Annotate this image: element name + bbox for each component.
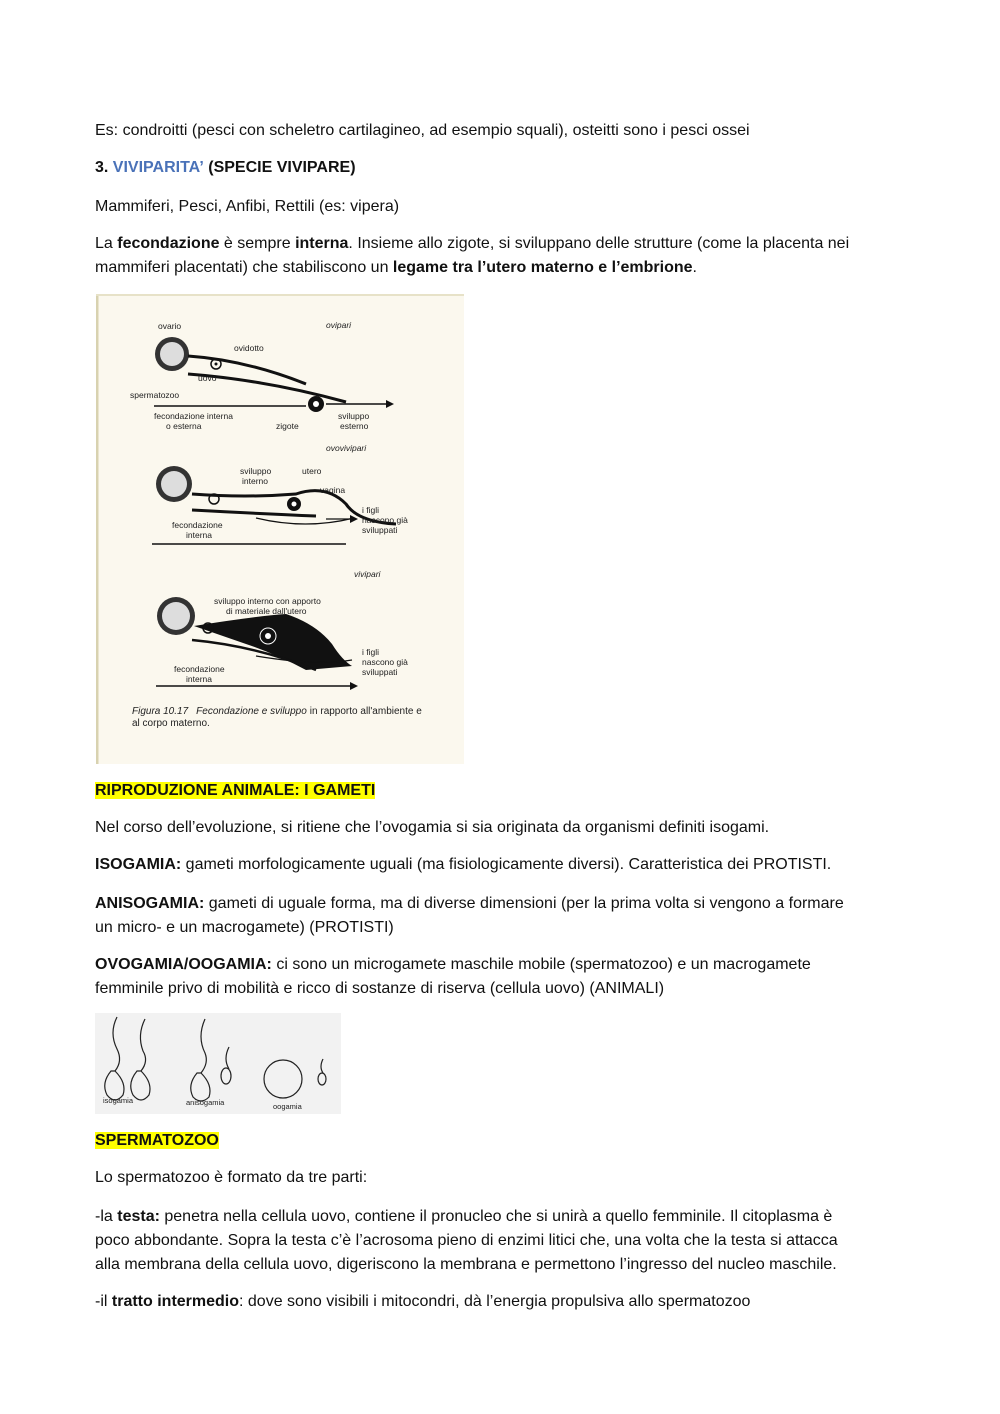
svg-text:fecondazione: fecondazione (174, 664, 225, 674)
svg-text:sviluppo: sviluppo (240, 466, 272, 476)
paragraph-mammiferi: Mammiferi, Pesci, Anfibi, Rettili (es: vipera) (95, 198, 400, 215)
svg-text:nascono già: nascono già (362, 657, 408, 667)
heading-number: 3. (95, 159, 109, 176)
paragraph-condroitti: Es: condroitti (pesci con scheletro cartilagineo, ad esempio squali), osteitti sono i pesci ossei (95, 122, 750, 139)
svg-text:interna: interna (186, 530, 212, 540)
paragraph-tre-parti: Lo spermatozoo è formato da tre parti: (95, 1169, 368, 1186)
heading-spermatozoo: SPERMATOZOO (95, 1132, 219, 1149)
svg-text:i figli: i figli (362, 647, 380, 657)
heading-gameti: RIPRODUZIONE ANIMALE: I GAMETI (95, 782, 376, 799)
svg-text:anisogamia: anisogamia (186, 1098, 225, 1107)
svg-text:nascono già: nascono già (362, 515, 408, 525)
svg-text:ovovivipari: ovovivipari (326, 443, 367, 453)
paragraph-anisogamia-line1: ANISOGAMIA: gameti di uguale forma, ma di diverse dimensioni (per la prima volta si vengono a formare (95, 895, 844, 912)
paragraph-fecondazione-line1: La fecondazione è sempre interna. Insieme allo zigote, si sviluppano delle strutture (come la placenta nei (95, 235, 850, 252)
svg-text:fecondazione: fecondazione (172, 520, 223, 530)
figure-gameti-tipi (95, 1013, 341, 1114)
heading-viviparita (95, 156, 356, 180)
svg-text:oogamia: oogamia (273, 1102, 302, 1111)
svg-text:sviluppo: sviluppo (338, 411, 370, 421)
svg-text:o esterna: o esterna (166, 421, 202, 431)
svg-text:isogamia: isogamia (103, 1096, 134, 1105)
svg-text:fecondazione interna: fecondazione interna (154, 411, 233, 421)
paragraph-ovogamia-origin: Nel corso dell’evoluzione, si ritiene che l’ovogamia si sia originata da organismi definiti isogami. (95, 819, 770, 836)
svg-text:vagina: vagina (320, 485, 346, 495)
svg-text:vivipari: vivipari (354, 569, 381, 579)
svg-text:zigote: zigote (276, 421, 299, 431)
svg-text:sviluppati: sviluppati (362, 667, 398, 677)
paragraph-testa-line1: -la testa: penetra nella cellula uovo, contiene il pronucleo che si unirà a quello femminile. Il citoplasma è (95, 1208, 833, 1225)
svg-text:sviluppati: sviluppati (362, 525, 398, 535)
svg-text:uovo: uovo (198, 373, 217, 383)
figure-fecondazione-sviluppo (96, 294, 464, 764)
svg-text:esterno: esterno (340, 421, 369, 431)
svg-text:di materiale dall'utero: di materiale dall'utero (226, 606, 307, 616)
svg-text:al corpo materno.: al corpo materno. (132, 718, 210, 729)
svg-text:i figli: i figli (362, 505, 380, 515)
paragraph-testa-line3: alla membrana della cellula uovo, digeriscono la membrana e permettono l’ingresso del nucleo maschile. (95, 1256, 837, 1273)
svg-text:ovipari: ovipari (326, 320, 352, 330)
svg-text:sviluppo interno con apporto: sviluppo interno con apporto (214, 596, 321, 606)
paragraph-oogamia-line2: femminile privo di mobilità e ricco di sostanze di riserva (cellula uovo) (ANIMALI) (95, 980, 665, 997)
paragraph-anisogamia-line2: un micro- e un macrogamete) (PROTISTI) (95, 919, 394, 936)
svg-text:interno: interno (242, 476, 268, 486)
svg-text:spermatozoo: spermatozoo (130, 390, 180, 400)
heading-subtitle: (SPECIE VIVIPARE) (208, 159, 356, 176)
svg-text:interna: interna (186, 674, 212, 684)
svg-text:ovario: ovario (158, 321, 182, 331)
svg-text:ovidotto: ovidotto (234, 343, 264, 353)
svg-text:Figura 10.17Fecondazione e svi: Figura 10.17 Fecondazione e sviluppo in rapporto all'ambiente e (132, 706, 422, 717)
paragraph-isogamia: ISOGAMIA: gameti morfologicamente uguali (ma fisiologicamente diversi). Caratteristica dei PROTISTI. (95, 856, 832, 873)
paragraph-fecondazione-line2: mammiferi placentati) che stabiliscono un legame tra l’utero materno e l’embrione. (95, 259, 697, 276)
svg-text:utero: utero (302, 466, 322, 476)
paragraph-tratto-intermedio: -il tratto intermedio: dove sono visibili i mitocondri, dà l’energia propulsiva allo spermatozoo (95, 1293, 751, 1310)
heading-title: VIVIPARITA’ (112, 159, 204, 176)
paragraph-oogamia-line1: OVOGAMIA/OOGAMIA: ci sono un microgamete maschile mobile (spermatozoo) e un macrogamete (95, 956, 811, 973)
paragraph-testa-line2: poco abbondante. Sopra la testa c’è l’acrosoma pieno di enzimi litici che, una volta che la testa si attacca (95, 1232, 838, 1249)
